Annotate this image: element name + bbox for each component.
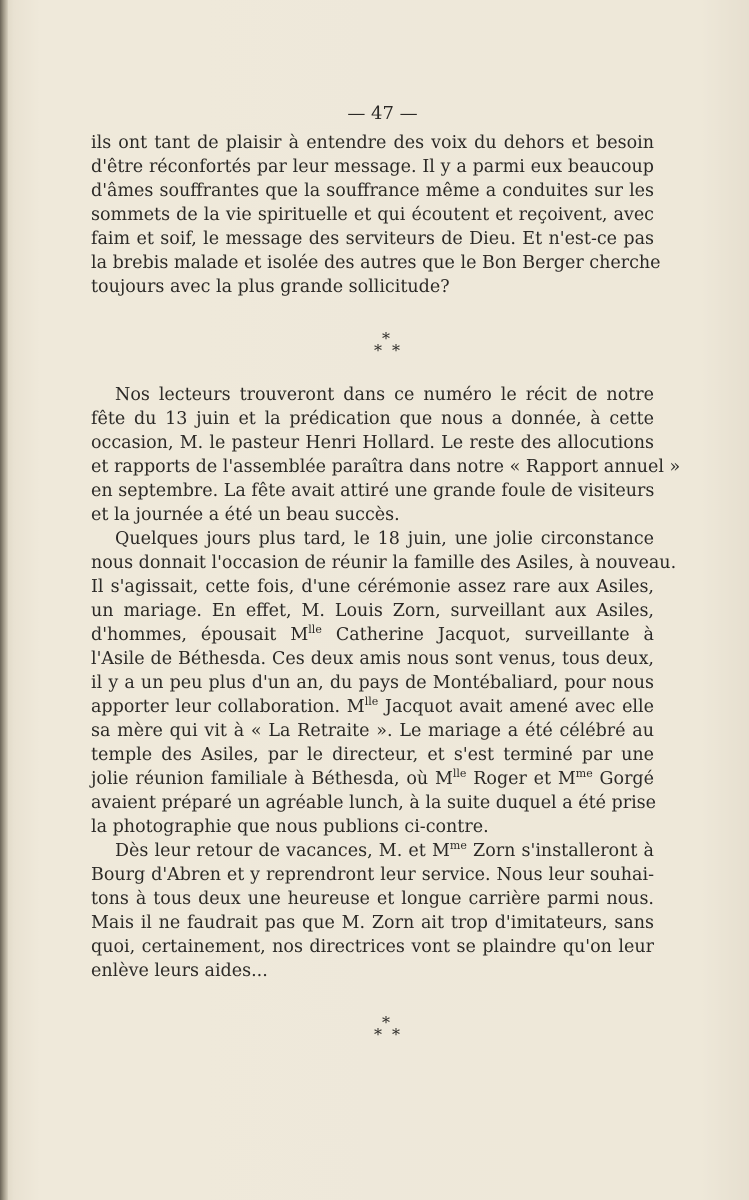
book-spine-shadow (0, 0, 8, 1200)
asterism-separator-2 (111, 1005, 654, 1053)
paragraph-1-line: d'être réconfortés par leur message. Il y a parmi eux beaucoup (91, 157, 654, 177)
paragraph-4-line: tons à tous deux une heureuse et longue carrière parmi nous. (91, 889, 654, 909)
asterism-star: * (374, 341, 382, 360)
paragraph-3-line: temple des Asiles, par le directeur, et s'est terminé par une (91, 745, 654, 765)
paragraph-4-line: Bourg d'Abren et y reprendront leur service. Nous leur souhai- (91, 865, 654, 885)
paragraph-2-line: fête du 13 juin et la prédication que nous a donnée, à cette (91, 409, 654, 429)
paragraph-1 (91, 131, 661, 299)
paragraph-3-line: avaient préparé un agréable lunch, à la suite duquel a été prise (91, 793, 657, 813)
paragraph-4-line: Dès leur retour de vacances, M. et $M^{me}$ Zorn s'installeront à (115, 839, 654, 861)
page-text (91, 97, 681, 1053)
page-number: — 47 — (347, 103, 418, 124)
paragraph-3-line: jolie réunion familiale à Béthesda, où $M^{lle}$ Roger et $M^{me}$ Gorgé (91, 767, 654, 789)
paragraph-1-line: faim et soif, le message des serviteurs de Dieu. Et n'est-ce pas (91, 229, 654, 249)
asterism-star: * (382, 1013, 390, 1032)
paragraph-1-line: ils ont tant de plaisir à entendre des voix du dehors et besoin (91, 133, 654, 153)
paragraph-3-line: la photographie que nous publions ci-contre. (91, 817, 489, 837)
paragraph-4-line: enlève leurs aides... (91, 961, 268, 981)
paragraph-3-line: Quelques jours plus tard, le 18 juin, une jolie circonstance (115, 529, 654, 549)
paragraph-1-line: la brebis malade et isolée des autres que le Bon Berger cherche (91, 253, 661, 273)
paragraph-1-line: sommets de la vie spirituelle et qui écoutent et reçoivent, avec (91, 205, 654, 225)
paragraph-3-line: Il s'agissait, cette fois, d'une cérémonie assez rare aux Asiles, (91, 577, 654, 597)
paragraph-3-line: d'hommes, épousait $M^{lle}$ Catherine Jacquot, surveillante à (91, 623, 654, 645)
paragraph-3-line: nous donnait l'occasion de réunir la famille des Asiles, à nouveau. (91, 553, 677, 573)
paragraph-3-line: sa mère qui vit à « La Retraite ». Le mariage a été célébré au (91, 721, 654, 741)
paragraph-3 (91, 527, 677, 839)
asterism-star: * (374, 1025, 382, 1044)
paragraph-4-line: quoi, certainement, nos directrices vont se plaindre qu'on leur (91, 937, 654, 957)
asterism-separator-1 (111, 321, 654, 369)
paragraph-2-line: occasion, M. le pasteur Henri Hollard. Le reste des allocutions (91, 433, 654, 453)
asterism-star: * (392, 341, 400, 360)
paragraph-1-line: toujours avec la plus grande sollicitude? (91, 277, 450, 297)
paragraph-3-line: il y a un peu plus d'un an, du pays de Montébaliard, pour nous (91, 673, 654, 693)
paragraph-2 (91, 383, 681, 527)
paragraph-4-line: Mais il ne faudrait pas que M. Zorn ait trop d'imitateurs, sans (91, 913, 654, 933)
paragraph-3-line: apporter leur collaboration. $M^{lle}$ Jacquot avait amené avec elle (91, 695, 654, 717)
asterism-star: * (382, 329, 390, 348)
paragraph-3-line: l'Asile de Béthesda. Ces deux amis nous sont venus, tous deux, (91, 649, 654, 669)
paragraph-2-line: en septembre. La fête avait attiré une grande foule de visiteurs (91, 481, 655, 501)
paragraph-3-line: un mariage. En effet, M. Louis Zorn, surveillant aux Asiles, (91, 601, 654, 621)
paragraph-2-line: et rapports de l'assemblée paraîtra dans notre « Rapport annuel » (91, 457, 681, 477)
paragraph-2-line: Nos lecteurs trouveront dans ce numéro le récit de notre (115, 385, 654, 405)
paragraph-2-line: et la journée a été un beau succès. (91, 505, 400, 525)
asterism-star: * (392, 1025, 400, 1044)
paragraph-4 (91, 839, 654, 983)
paragraph-1-line: d'âmes souffrantes que la souffrance même a conduites sur les (91, 181, 654, 201)
